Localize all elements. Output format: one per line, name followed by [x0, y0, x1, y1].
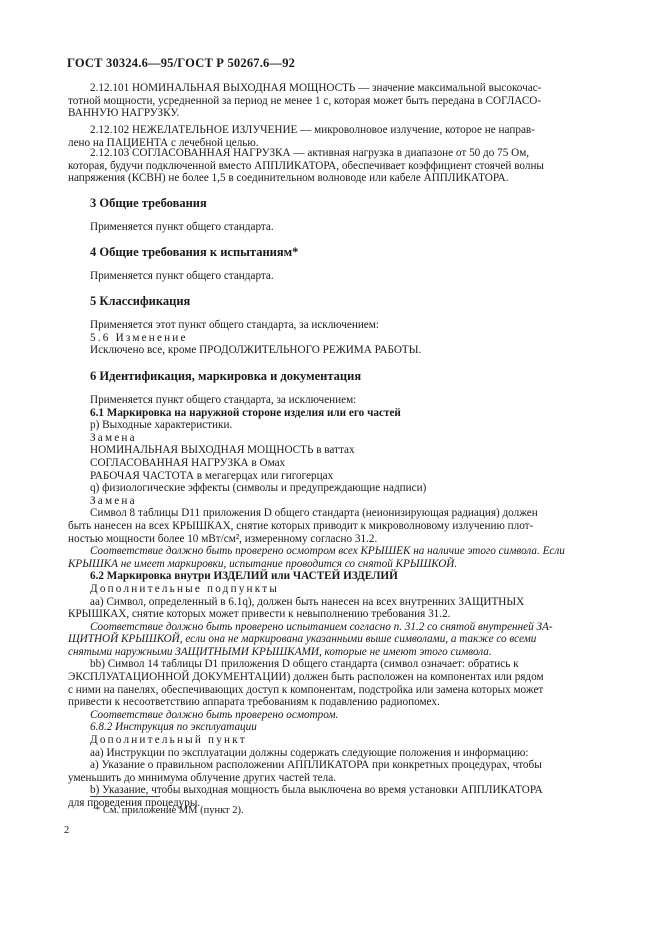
text-line: ВАННУЮ НАГРУЗКУ. — [68, 107, 180, 120]
text-line: аа) Инструкции по эксплуатации должны содержать следующие положения и информацию: — [90, 746, 529, 759]
text-line: лено на ПАЦИЕНТА с лечебной целью. — [68, 136, 259, 149]
text-line: НОМИНАЛЬНАЯ ВЫХОДНАЯ МОЩНОСТЬ в ваттах — [90, 444, 355, 457]
section-5-body — [90, 319, 600, 357]
definition-2-12-101 — [68, 82, 600, 120]
footnote-rule — [90, 796, 160, 797]
text-line: напряжения (КСВН) не более 1,5 в соединительном волноводе или кабеле АППЛИКАТОРА. — [68, 172, 509, 185]
definition-2-12-102 — [68, 124, 600, 149]
text-line: привести к несоответствию аппарата требованиям к подавлению радиопомех. — [68, 696, 440, 709]
text-line: 5.6 Изменение — [90, 331, 188, 344]
text-line: Замена — [90, 494, 137, 507]
section-5-title: 5 Классификация — [90, 294, 191, 308]
footnote: * См. приложение ММ (пункт 2). — [95, 805, 244, 816]
section-4-title: 4 Общие требования к испытаниям* — [90, 245, 299, 259]
text-line: Соответствие должно быть проверено осмотром всех КРЫШЕК на наличие этого символа. Если — [90, 545, 565, 558]
text-line: bb) Символ 14 таблицы D1 приложения D общего стандарта (символ означает: обратись к — [90, 658, 519, 671]
text-line: Исключено все, кроме ПРОДОЛЖИТЕЛЬНОГО РЕЖИМА РАБОТЫ. — [90, 344, 422, 357]
text-line: ЭКСПЛУАТАЦИОННОЙ ДОКУМЕНТАЦИИ) должен быть расположен на компонентах или рядом — [68, 671, 544, 684]
subsection-6-2-title: 6.2 Маркировка внутри ИЗДЕЛИЙ или ЧАСТЕЙ ИЗДЕЛИЙ — [90, 570, 398, 583]
section-3-text: Применяется пункт общего стандарта. — [90, 221, 274, 233]
text-line: КРЫШКАХ, снятие которых может привести к невыполнению требования 31.2. — [68, 608, 451, 621]
text-line: ЩИТНОЙ КРЫШКОЙ, если она не маркирована указанными выше символами, а также со всеми — [68, 633, 537, 646]
text-line: Соответствие должно быть проверено испытанием согласно п. 31.2 со снятой внутренней ЗА- — [90, 620, 553, 633]
text-line: с ними на панелях, обеспечивающих доступ к компонентам, подстройка или замена которых может — [68, 683, 544, 696]
text-line: Применяется этот пункт общего стандарта, за исключением: — [90, 319, 379, 331]
section-6-body — [68, 394, 600, 810]
text-line: q) физиологические эффекты (символы и предупреждающие надписи) — [90, 482, 427, 495]
text-line: РАБОЧАЯ ЧАСТОТА в мегагерцах или гигогерцах — [90, 469, 334, 482]
text-line: р) Выходные характеристики. — [90, 419, 233, 432]
text-line: Замена — [90, 431, 137, 444]
text-line: КРЫШКА не имеет маркировки, испытание проводится со снятой КРЫШКОЙ. — [68, 557, 458, 570]
page-number: 2 — [64, 825, 70, 836]
section-3-title: 3 Общие требования — [90, 196, 207, 210]
text-line: аа) Символ, определенный в 6.1q), должен быть нанесен на всех внутренних ЗАЩИТНЫХ — [90, 595, 525, 608]
text-line: для проведения процедуры. — [68, 797, 201, 809]
text-line: которая, будучи подключенной вместо АППЛИКАТОРА, обеспечивает коэффициент стоячей волны — [68, 159, 544, 172]
text-line: 2.12.101 НОМИНАЛЬНАЯ ВЫХОДНАЯ МОЩНОСТЬ — значение максимальной высокочас- — [90, 82, 542, 94]
text-line: Дополнительные подпункты — [90, 582, 280, 595]
subsection-6-1-title: 6.1 Маркировка на наружной стороне изделия или его частей — [90, 406, 401, 419]
text-line: снятыми наружными ЗАЩИТНЫМИ КРЫШКАМИ, которые не имеют этого символа. — [68, 645, 492, 658]
text-line: 2.12.102 НЕЖЕЛАТЕЛЬНОЕ ИЗЛУЧЕНИЕ — микроволновое излучение, которое не направ- — [90, 124, 535, 136]
text-line: СОГЛАСОВАННАЯ НАГРУЗКА в Омах — [90, 456, 286, 469]
subsection-6-8-2-title: 6.8.2 Инструкция по эксплуатации — [90, 721, 257, 734]
text-line: Соответствие должно быть проверено осмотром. — [90, 708, 339, 721]
text-line: Дополнительный пункт — [90, 734, 247, 747]
text-line: а) Указание о правильном расположении АППЛИКАТОРА при конкретных процедурах, чтобы — [90, 759, 542, 772]
definition-2-12-103 — [68, 147, 600, 185]
document-header: ГОСТ 30324.6—95/ГОСТ Р 50267.6—92 — [67, 56, 296, 70]
text-line: тотной мощности, усредненной за период не менее 1 с, которая может быть передана в СОГЛАСО- — [68, 94, 542, 107]
section-4-text: Применяется пункт общего стандарта. — [90, 270, 274, 282]
text-line: 2.12.103 СОГЛАСОВАННАЯ НАГРУЗКА — активная нагрузка в диапазоне от 50 до 75 Ом, — [90, 147, 530, 159]
text-line: Символ 8 таблицы D11 приложения D общего стандарта (неионизирующая радиация) должен — [90, 507, 538, 520]
section-6-title: 6 Идентификация, маркировка и документация — [90, 369, 362, 383]
text-line: Применяется пункт общего стандарта, за исключением: — [90, 394, 357, 406]
text-line: b) Указание, чтобы выходная мощность была выключена во время установки АППЛИКАТОРА — [90, 784, 543, 797]
text-line: быть нанесен на всех КРЫШКАХ, снятие которых приводит к микроволновому излучению плот- — [68, 519, 534, 532]
text-line: уменьшить до минимума облучение других частей тела. — [68, 771, 336, 784]
text-line: ностью мощности более 10 мВт/см², измеренному согласно 31.2. — [68, 532, 378, 545]
